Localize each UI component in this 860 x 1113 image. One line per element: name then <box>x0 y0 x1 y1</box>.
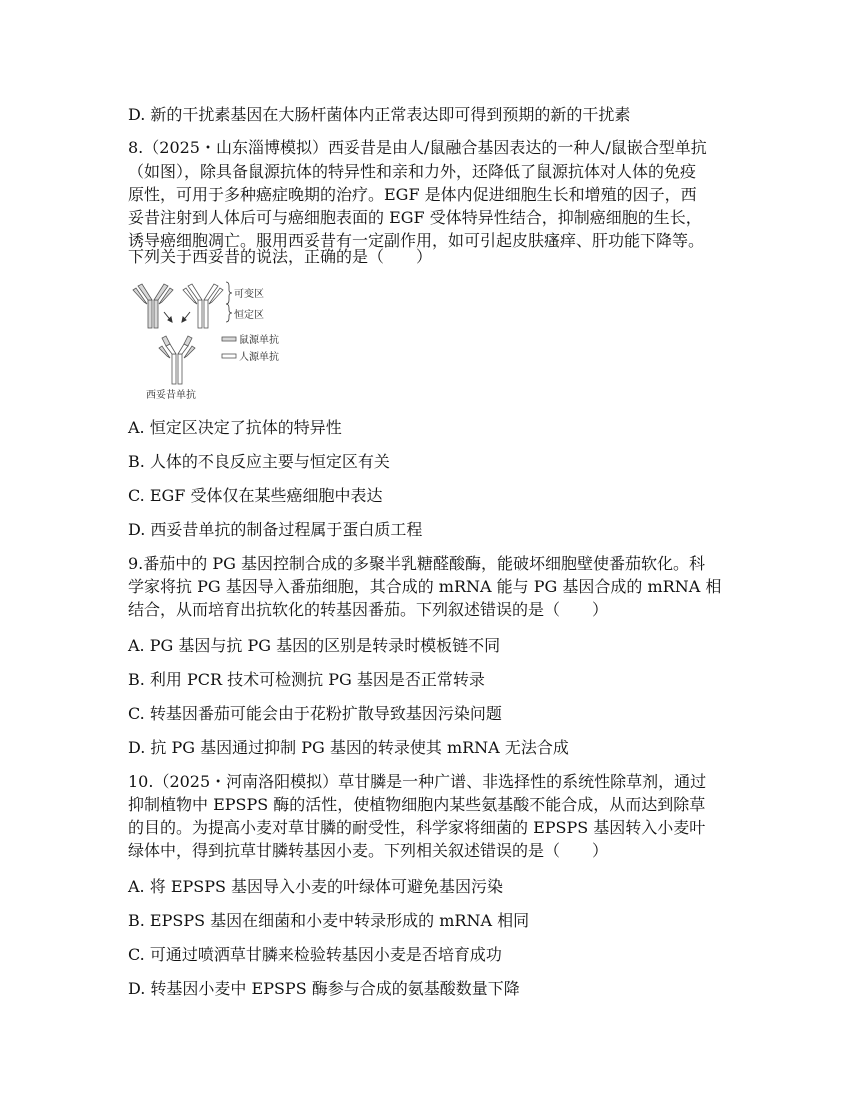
q10-option-c: C. 可通过喷洒草甘膦来检验转基因小麦是否培育成功 <box>128 945 502 964</box>
q10-stem-line: 的目的。为提高小麦对草甘膦的耐受性，科学家将细菌的 EPSPS 基因转入小麦叶 <box>128 818 706 837</box>
q7-option-d: D. 新的干扰素基因在大肠杆菌体内正常表达即可得到预期的新的干扰素 <box>128 105 631 124</box>
label-variable-region: 可变区 <box>234 289 264 300</box>
q9-stem-line: 学家将抗 PG 基因导入番茄细胞，其合成的 mRNA 能与 PG 基因合成的 mRNA 相 <box>128 577 722 596</box>
q9-stem-line: 结合，从而培育出抗软化的转基因番茄。下列叙述错误的是（ ） <box>128 600 609 619</box>
antibody-diagram <box>128 278 308 408</box>
q8-option-d: D. 西妥昔单抗的制备过程属于蛋白质工程 <box>128 520 423 539</box>
q10-stem-line: 10.（2025・河南洛阳模拟）草甘膦是一种广谱、非选择性的系统性除草剂，通过 <box>128 772 707 791</box>
human-antibody-icon <box>183 284 223 328</box>
q8-option-b: B. 人体的不良反应主要与恒定区有关 <box>128 452 390 471</box>
region-brace-icon <box>226 282 232 322</box>
q8-stem-line: 诱导癌细胞凋亡。服用西妥昔有一定副作用，如可引起皮肤瘙痒、肝功能下降等。 <box>128 231 705 250</box>
figure-caption: 西妥昔单抗 <box>146 390 196 401</box>
legend-mouse-swatch <box>222 337 236 341</box>
q10-option-a: A. 将 EPSPS 基因导入小麦的叶绿体可避免基因污染 <box>128 877 504 896</box>
q10-option-b: B. EPSPS 基因在细菌和小麦中转录形成的 mRNA 相同 <box>128 911 530 930</box>
q8-stem-line: 下列关于西妥昔的说法，正确的是（ ） <box>128 247 433 266</box>
q9-option-d: D. 抗 PG 基因通过抑制 PG 基因的转录使其 mRNA 无法合成 <box>128 738 569 757</box>
q8-option-a: A. 恒定区决定了抗体的特异性 <box>128 418 342 437</box>
mouse-antibody-icon <box>133 284 173 328</box>
q9-stem-line: 9.番茄中的 PG 基因控制合成的多聚半乳糖醛酸酶，能破坏细胞壁使番茄软化。科 <box>128 554 705 573</box>
q8-stem-line: 原性，可用于多种癌症晚期的治疗。EGF 是体内促进细胞生长和增殖的因子，西 <box>128 185 697 204</box>
q10-option-d: D. 转基因小麦中 EPSPS 酶参与合成的氨基酸数量下降 <box>128 979 520 998</box>
q10-stem-line: 绿体中，得到抗草甘膦转基因小麦。下列相关叙述错误的是（ ） <box>128 841 609 860</box>
q8-stem-line: 8.（2025・山东淄博模拟）西妥昔是由人/鼠融合基因表达的一种人/鼠嵌合型单抗 <box>128 138 707 157</box>
q8-option-c: C. EGF 受体仅在某些癌细胞中表达 <box>128 486 383 505</box>
legend-human-label: 人源单抗 <box>239 352 279 363</box>
label-constant-region: 恒定区 <box>234 310 264 321</box>
q8-stem-line: （如图），除具备鼠源抗体的特异性和亲和力外，还降低了鼠源抗体对人体的免疫 <box>128 162 697 181</box>
q8-stem-line: 妥昔注射到人体后可与癌细胞表面的 EGF 受体特异性结合，抑制癌细胞的生长， <box>128 208 702 227</box>
legend-mouse-label: 鼠源单抗 <box>239 335 279 346</box>
q9-option-c: C. 转基因番茄可能会由于花粉扩散导致基因污染问题 <box>128 704 502 723</box>
chimeric-antibody-icon <box>159 336 195 384</box>
legend-human-swatch <box>222 354 236 358</box>
q9-option-a: A. PG 基因与抗 PG 基因的区别是转录时模板链不同 <box>128 636 501 655</box>
q10-stem-line: 抑制植物中 EPSPS 酶的活性，使植物细胞内某些氨基酸不能合成，从而达到除草 <box>128 795 706 814</box>
arrow-icon <box>164 312 190 322</box>
q9-option-b: B. 利用 PCR 技术可检测抗 PG 基因是否正常转录 <box>128 670 485 689</box>
